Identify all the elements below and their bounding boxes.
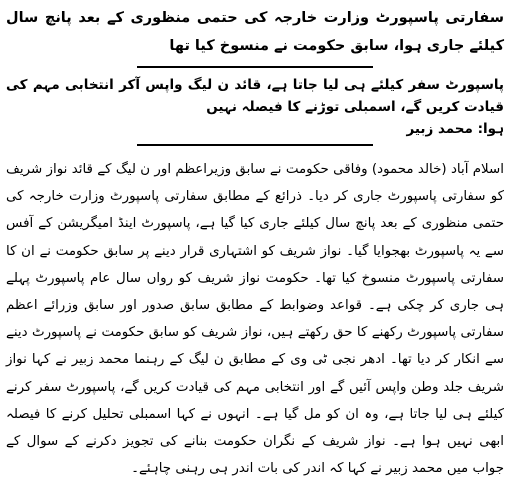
divider-rule [137,144,373,146]
article-body: اسلام آباد (خالد محمود) وفاقی حکومت نے سابق وزیراعظم اور ن لیگ کے قائد نواز شریف کو سفارتی پاسپورٹ جاری کر دیا۔ ذرائع کے مطابق سفارتی پاسپورٹ وزارت خارجہ کی حتمی منظوری کے بعد پانچ سال کیلئے جاری کیا گیا ہے، پاسپورٹ اینڈ امیگریشن کے آفس سے یہ پاسپورٹ بھجوایا گیا۔ نواز شریف کو اشتہاری قرار دینے پر سابق حکومت نے ان کا سفارتی پاسپورٹ منسوخ کیا تھا۔ حکومت نواز شریف کو رواں سال عام پاسپورٹ پہلے ہی جاری کر چکی ہے۔ قواعد وضوابط کے مطابق سابق صدور اور سابق وزرائے اعظم سفارتی پاسپورٹ رکھنے کا حق رکھتے ہیں، نواز شریف کو سابق حکومت نے پاسپورٹ دینے سے انکار کر دیا تھا۔ ادھر نجی ٹی وی کے مطابق ن لیگ کے رہنما محمد زبیر نے کہا نواز شریف جلد وطن واپس آئیں گے اور انتخابی مہم کی قیادت کریں گے، پاسپورٹ سفر کرنے کیلئے ہی لیا جاتا ہے، وہ ان کو مل گیا ہے۔ انہوں نے کہا اسمبلی تحلیل کرنے کا فیصلہ ابھی نہیں ہوا ہے۔ نواز شریف کے نگران حکومت بنانے کی تجویز دکرنے کے سوال کے جواب میں محمد زبیر نے کہا کہ اندر کی بات اندر ہی رہنی چاہئے۔ [6,162,504,477]
subheadline-text: پاسپورٹ سفر کیلئے ہی لیا جاتا ہے، قائد ن لیگ واپس آکر انتخابی مہم کی قیادت کریں گے، اسمبلی توڑنے کا فیصلہ نہیں [6,77,504,115]
headline: سفارتی پاسپورٹ وزارت خارجہ کی حتمی منظوری کے بعد پانچ سال کیلئے جاری ہوا، سابق حکومت نے منسوخ کیا تھا [6,10,504,54]
subheadline-credit: ہوا: محمد زبیر [406,121,504,137]
subheadline [6,74,504,140]
divider-rule [137,66,373,68]
